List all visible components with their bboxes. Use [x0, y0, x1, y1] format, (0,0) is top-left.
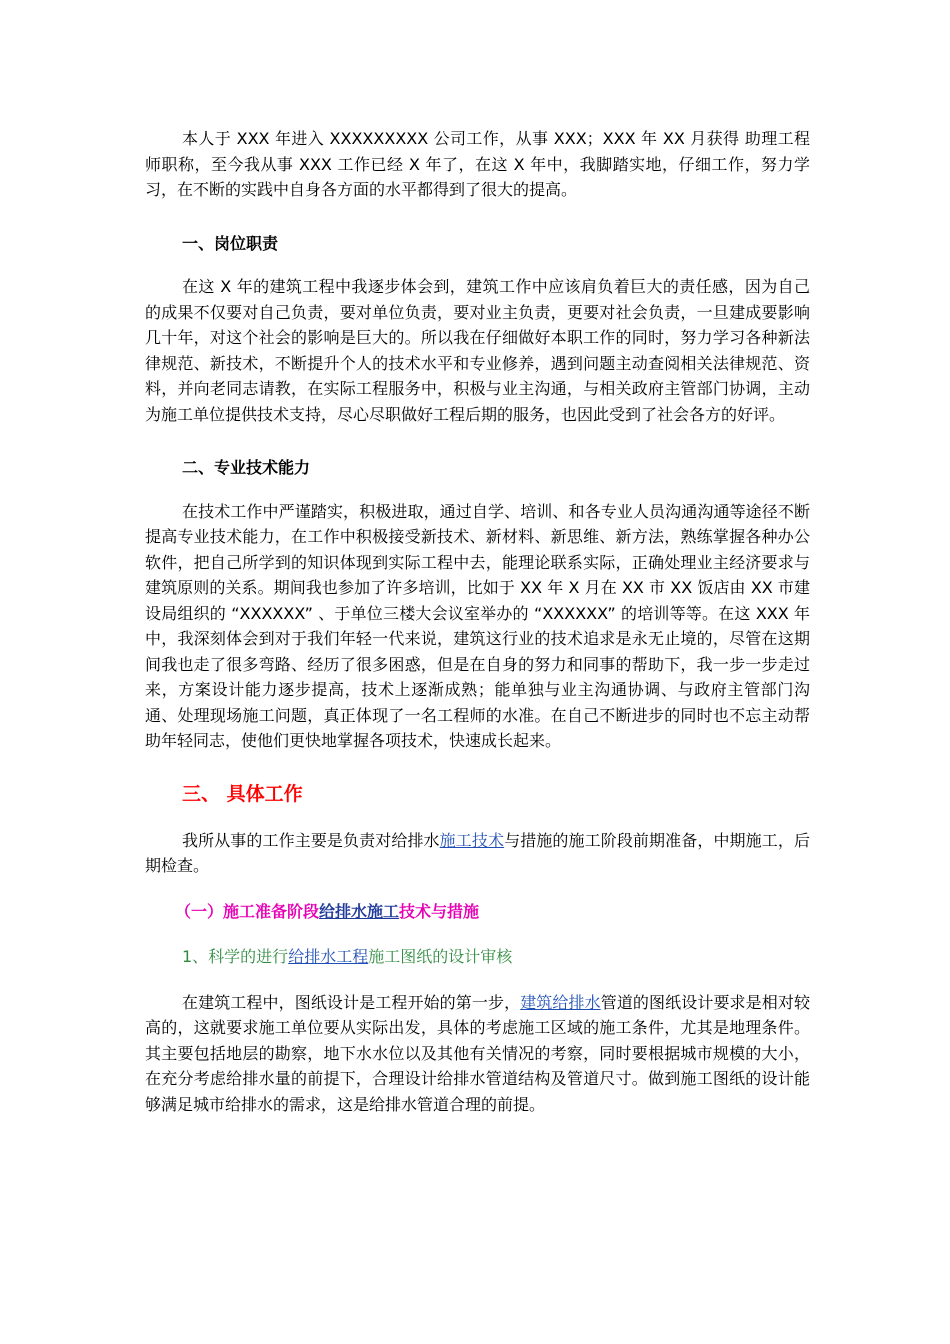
- drainage-engineering-link[interactable]: 给排水工程: [288, 947, 369, 966]
- work-paragraph: [145, 828, 810, 879]
- work-text-post: 与措施的施工阶段前期准备，中期施工，后期检查。: [145, 830, 810, 875]
- drainage-construction-link[interactable]: 给排水施工: [319, 901, 400, 921]
- subheading-preparation-pre: （一）施工准备阶段: [175, 901, 320, 921]
- subheading-preparation-post: 技术与措施: [399, 901, 480, 921]
- design-text-pre: 在建筑工程中，图纸设计是工程开始的第一步，: [182, 992, 521, 1012]
- subheading-design-review: [145, 944, 810, 970]
- design-text-post: 管道的图纸设计要求是相对较高的，这就要求施工单位要从实际出发，具体的考虑施工区域的施工条件，尤其是地理条件。其主要包括地层的勘察，地下水水位以及其他有关情况的考察，同时要根据城市规模的大小，在充分考虑给排水量的前提下，合理设计给排水管道结构及管道尺寸。做到施工图纸的设计能够满足城市给排水的需求，这是给排水管道合理的前提。: [145, 992, 810, 1114]
- section-heading-skills: 二、专业技术能力: [182, 458, 311, 477]
- building-drainage-link[interactable]: 建筑给排水: [520, 992, 601, 1012]
- design-review-paragraph: [145, 990, 810, 1118]
- work-text-pre: 我所从事的工作主要是负责对给排水: [182, 830, 440, 850]
- section-heading-work: 三、 具体工作: [182, 782, 303, 805]
- skills-paragraph: 在技术工作中严谨踏实，积极进取，通过自学、培训、和各专业人员沟通沟通等途径不断提高专业技术能力，在工作中积极接受新技术、新材料、新思维、新方法，熟练掌握各种办公软件，把自己所学到的知识体现到实际工程中去，能理论联系实际，正确处理业主经济要求与建筑原则的关系。期间我也参加了许多培训，比如于 XX 年 X 月在 XX 市 XX 饭店由 XX 市建设局组织的 “XXXXXX” 、于单位三楼大会议室举办的 “XXXXXX” 的培训等等。在这 XXX 年中，我深刻体会到对于我们年轻一代来说，建筑这行业的技术追求是永无止境的，尽管在这期间我也走了很多弯路、经历了很多困惑，但是在自身的努力和同事的帮助下，我一步一步走过来，方案设计能力逐步提高，技术上逐渐成熟；能单独与业主沟通协调、与政府主管部门沟通、处理现场施工问题，真正体现了一名工程师的水准。在自己不断进步的同时也不忘主动帮助年轻同志，使他们更快地掌握各项技术，快速成长起来。: [145, 501, 810, 750]
- subheading-preparation: [145, 899, 810, 925]
- intro-paragraph: 本人于 XXX 年进入 XXXXXXXXX 公司工作，从事 XXX；XXX 年 XX 月获得 助理工程师职称，至今我从事 XXX 工作已经 X 年了，在这 X 年中，我脚踏实地，仔细工作，努力学习，在不断的实践中自身各方面的水平都得到了很大的提高。: [145, 129, 810, 199]
- subheading-design-review-pre: 1、科学的进行: [182, 947, 289, 966]
- duties-paragraph: 在这 X 年的建筑工程中我逐步体会到，建筑工作中应该肩负着巨大的责任感，因为自己的成果不仅要对自己负责，要对单位负责，要对业主负责，更要对社会负责，一旦建成要影响几十年，对这个社会的影响是巨大的。所以我在仔细做好本职工作的同时，努力学习各种新法律规范、新技术，不断提升个人的技术水平和专业修养，遇到问题主动查阅相关法律规范、资料，并向老同志请教，在实际工程服务中，积极与业主沟通，与相关政府主管部门协调，主动为施工单位提供技术支持，尽心尽职做好工程后期的服务，也因此受到了社会各方的好评。: [145, 277, 810, 424]
- document-page: [145, 126, 810, 1117]
- subheading-design-review-post: 施工图纸的设计审核: [368, 947, 513, 966]
- construction-tech-link[interactable]: 施工技术: [439, 830, 505, 850]
- section-heading-duties: 一、岗位职责: [182, 233, 279, 253]
